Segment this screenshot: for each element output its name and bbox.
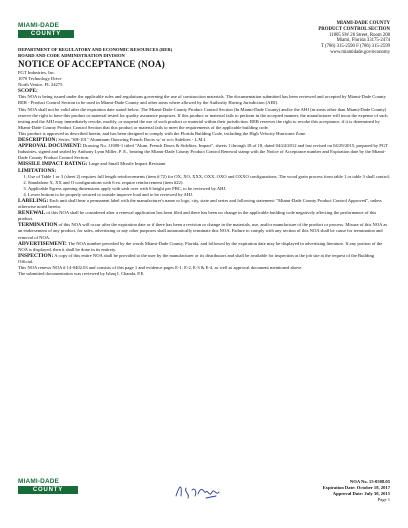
noa-number: NOA No. 15-0508.05 xyxy=(349,479,390,484)
address-line: 1070 Technology Drive xyxy=(18,76,62,82)
section-heading: RENEWAL xyxy=(18,210,46,217)
paragraph: This NOA is being issued under the applicable rules and regulations governing the use of construction materials. The documentation submitted has been reviewed and accepted by Miami-Dade County RER - Product Control Section to be used in Miami-Dade County and other areas where allowed by the Authority Having Jurisdiction (AHJ). xyxy=(18,94,386,106)
agency-line: MIAMI-DADE COUNTY xyxy=(336,21,390,26)
limitations-list xyxy=(18,174,390,198)
logo-wordmark: MIAMI-DADE xyxy=(18,22,60,29)
section-heading: LABELING: xyxy=(18,197,49,204)
reviewer-signature xyxy=(172,478,228,504)
agency-line: 11805 SW 26 Street, Room 208 xyxy=(328,32,390,38)
section-heading: SCOPE: xyxy=(18,88,38,95)
section-heading: LIMITATIONS: xyxy=(18,167,57,174)
section-heading: INSPECTION: xyxy=(18,252,54,259)
page-title: NOTICE OF ACCEPTANCE (NOA) xyxy=(18,59,165,69)
section-text: Large and Small Missile Impact Resistant xyxy=(88,161,166,167)
section-approval-document xyxy=(18,143,390,161)
agency-line: T (786) 315-2590 F (786) 315-2599 xyxy=(320,44,390,50)
section-heading: DESCRIPTION: xyxy=(18,137,58,144)
agency-line: www.miamidade.gov/economy xyxy=(330,49,390,55)
section-heading: APPROVAL DOCUMENT: xyxy=(18,143,82,150)
section-text: A copy of this entire NOA shall be provided to the user by the manufacturer or its distributors and shall be available for inspection at the job site at the request of the Building Official. xyxy=(18,252,375,264)
dept-line: DEPARTMENT OF REGULATORY AND ECONOMIC RESOURCES (RER) xyxy=(18,47,173,52)
section-heading: MISSILE IMPACT RATING: xyxy=(18,161,88,168)
address-line: PGT Industries, Inc. xyxy=(18,70,56,75)
section-termination xyxy=(18,222,390,240)
logo-county-bar: COUNTY xyxy=(18,30,74,38)
list-item: 2. Standalone X, XX and O configurations with 6 ea. require reinforcement (item #22). xyxy=(28,180,390,186)
noa-footer-info xyxy=(260,479,390,503)
agency-line: Miami, Florida 33175-2474 xyxy=(336,38,390,44)
list-item: 1. Use of Table 1 or 3 (sheet 2) requires full length reinforcements (item # 72) for OX, XO, XXX, OXX, OXO and OXXO configurations. The wood grain process from table 1 or table 3 shall control. xyxy=(28,174,390,180)
section-renewal xyxy=(18,210,390,222)
list-item: 4. Lower bottom to be properly secured to outside improve load and to be reviewed by AHJ. xyxy=(28,192,390,198)
recipient-address xyxy=(18,70,390,88)
paragraph: This product is approved as described herein, and has been designed to comply with the Florida Building Code, including the High Velocity Hurricane Zone. xyxy=(18,130,307,136)
section-labeling xyxy=(18,198,390,210)
agency-line: PRODUCT CONTROL SECTION xyxy=(318,26,390,32)
section-heading: TERMINATION xyxy=(18,222,58,229)
paragraph: This NOA shall not be valid after the expiration date stated below. The Miami-Dade County Product Control Section (In Miami-Dade County) and/or the AHJ (in areas other than Miami-Dade County) reserve the right to have this product or material tested for quality assurance purposes. If this product or material fails to perform in the accepted manner, the manufacturer will incur the expense of such testing and the AHJ may immediately revoke, modify, or suspend the use of such product or material within their jurisdiction. RER reserves the right to revoke this acceptance, if it is determined by Miami-Dade County Product Control Section that this product or material fails to meet the requirements of the applicable building code. xyxy=(18,106,388,130)
paragraph: This NOA renews NOA # 14-0402.03 and consists of this page 1 and evidence pages E-1, E-2, E-3 & E-4, as well as approval document mentioned above. xyxy=(18,265,303,270)
section-text: of this NOA will occur after the expiration date or if there has been a revision or change in the materials, use, and/or manufacture of the product or process. Misuse of this NOA as an endorsement of any product, for sales, advertising or any other purposes shall automatically terminate this NOA. Failure to comply with any section of this NOA shall be cause for termination and removal of NOA. xyxy=(18,222,388,240)
department-heading xyxy=(18,47,172,58)
section-advertisement xyxy=(18,241,390,253)
section-text: of this NOA shall be considered after a renewal application has been filed and there has been no change in the applicable building code negatively affecting the performance of this product. xyxy=(18,210,377,222)
logo-wordmark: MIAMI-DADE xyxy=(18,478,60,485)
paragraph: The submitted documentation was reviewed by Ishaq I. Chanda, P.E. xyxy=(18,271,145,277)
section-inspection xyxy=(18,253,390,265)
page-number: Page 1 xyxy=(377,497,390,502)
section-text: Series "SH-101" Aluminum Outswing French Doors w/ or w/o Sidelites - L.M.I. xyxy=(58,137,207,143)
section-heading: ADVERTISEMENT: xyxy=(18,240,67,247)
approval-date: Approval Date: July 30, 2015 xyxy=(332,491,390,496)
section-text: Drawing No. 11008-1 titled "Alum. French Doors & Sidelites, Impact", sheets 1 through 18 of 18, dated 04/24/2012 and last revised on 04/29/2015, prepared by PGT Industries, signed and sealed by Anthony Lynn Miller, P. E., bearing the Miami-Dade County Product Control Renewal stamp with the Notice of Acceptance number and Expiration date by the Miami-Dade County Product Control Section. xyxy=(18,143,388,161)
list-item: 3. Applicable Egress opening dimensions apply with sash over with 6 height per FBC, to be reviewed by AHJ. xyxy=(28,186,390,192)
logo-county-bar: COUNTY xyxy=(18,486,78,494)
document-body xyxy=(18,70,390,277)
miami-dade-logo xyxy=(18,22,74,38)
section-text: Each unit shall bear a permanent label with the manufacturer's name or logo, city, state and series and following statement: "Miami-Dade County Product Control Approved", unless otherwise noted herein. xyxy=(18,197,382,210)
footer-logo xyxy=(18,478,78,494)
agency-address xyxy=(250,21,390,56)
section-text: The NOA number preceded by the words Miami-Dade County, Florida, and followed by the expiration date may be displayed in advertising literature. If any portion of the NOA is displayed, then it shall be done in its entirety. xyxy=(18,240,383,252)
dept-line: BOARD AND CODE ADMINISTRATION DIVISION xyxy=(18,52,125,58)
expiration-date: Expiration Date: October 18, 2017 xyxy=(322,485,390,490)
address-line: North Venice, FL 34275 xyxy=(18,82,63,88)
